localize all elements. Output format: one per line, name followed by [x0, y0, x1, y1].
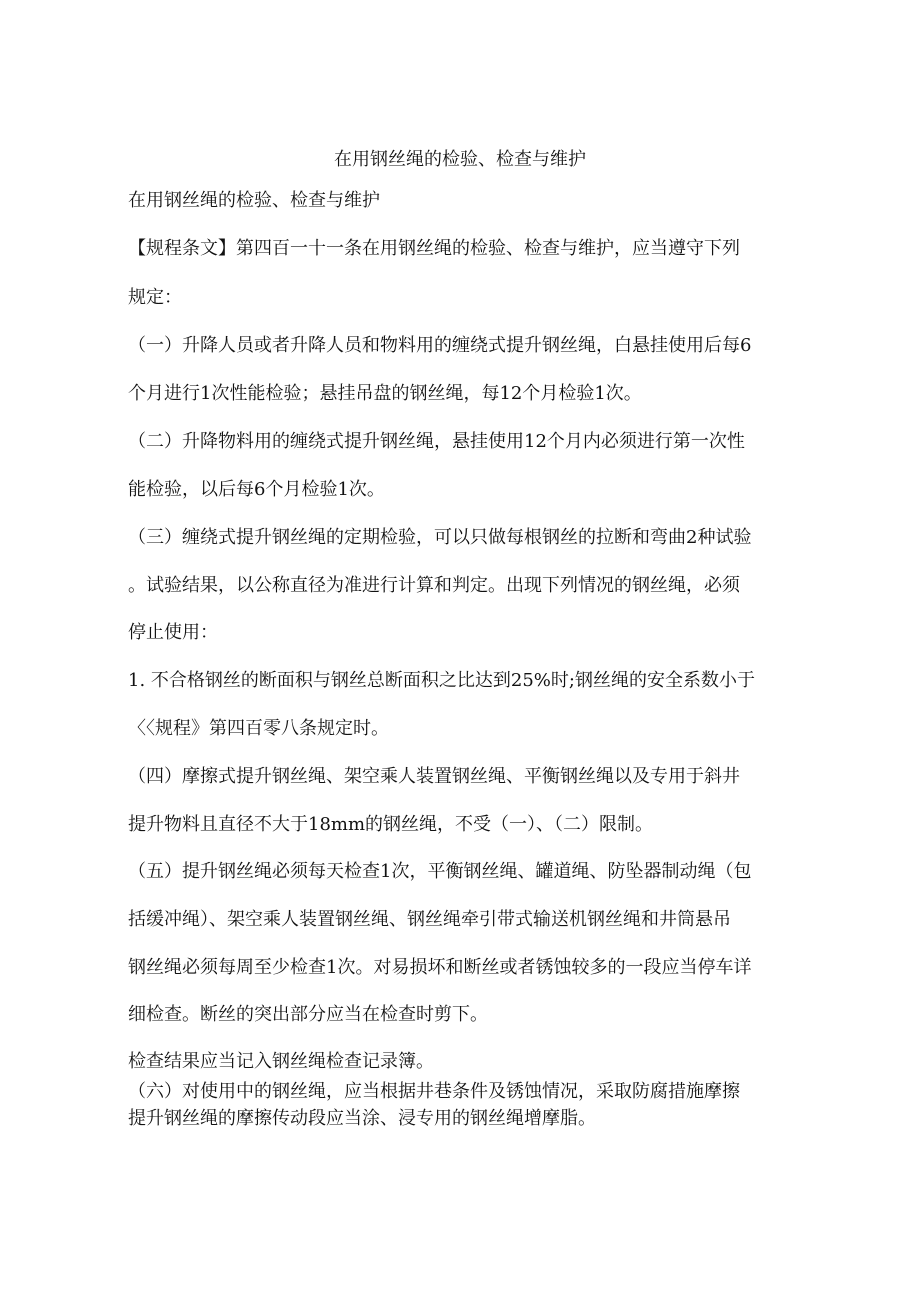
text-line: 钢丝绳必须每周至少检查1次。对易损坏和断丝或者锈蚀较多的一段应当停车详 — [128, 957, 752, 978]
text-line: 【规程条文】第四百一十一条在用钢丝绳的检验、检查与维护，应当遵守下列 — [128, 238, 740, 259]
text-line: 1. 不合格钢丝的断面积与钢丝总断面积之比达到25%时;钢丝绳的安全系数小于 — [128, 670, 755, 691]
text-line: （一）升降人员或者升降人员和物料用的缠绕式提升钢丝绳，白悬挂使用后每6 — [128, 335, 752, 356]
text-line: 停止使用： — [128, 622, 218, 643]
text-line: 细检查。断丝的突出部分应当在检查时剪下。 — [128, 1004, 488, 1025]
text-line: （五）提升钢丝绳必须每天检查1次，平衡钢丝绳、罐道绳、防坠器制动绳（包 — [128, 861, 752, 882]
subtitle-line: 在用钢丝绳的检验、检查与维护 — [128, 190, 380, 211]
text-line: 检查结果应当记入钢丝绳检查记录簿。 — [128, 1051, 434, 1072]
text-line: 〈〈规程》第四百零八条规定时。 — [128, 718, 389, 739]
text-line: 规定： — [128, 287, 182, 308]
text-line: 提升物料且直径不大于18mm的钢丝绳，不受（一）、（二）限制。 — [128, 814, 654, 835]
text-line: 能检验，以后每6个月检验1次。 — [128, 479, 385, 500]
text-line: （三）缠绕式提升钢丝绳的定期检验，可以只做每根钢丝的拉断和弯曲2种试验 — [128, 527, 752, 548]
text-line: （二）升降物料用的缠绕式提升钢丝绳，悬挂使用12个月内必须进行第一次性 — [128, 431, 745, 452]
text-line: （四）摩擦式提升钢丝绳、架空乘人装置钢丝绳、平衡钢丝绳以及专用于斜井 — [128, 766, 740, 787]
text-line: 个月进行1次性能检验；悬挂吊盘的钢丝绳，每12个月检验1次。 — [128, 383, 642, 404]
text-line: （六）对使用中的钢丝绳，应当根据井巷条件及锈蚀情况，采取防腐措施摩擦 — [128, 1081, 740, 1102]
page-title: 在用钢丝绳的检验、检查与维护 — [334, 149, 586, 170]
text-line: 提升钢丝绳的摩擦传动段应当涂、浸专用的钢丝绳增摩脂。 — [128, 1108, 596, 1129]
text-line: 。试验结果，以公称直径为准进行计算和判定。出现下列情况的钢丝绳，必须 — [128, 575, 740, 596]
text-line: 括缓冲绳）、架空乘人装置钢丝绳、钢丝绳牵引带式输送机钢丝绳和井筒悬吊 — [128, 909, 731, 930]
